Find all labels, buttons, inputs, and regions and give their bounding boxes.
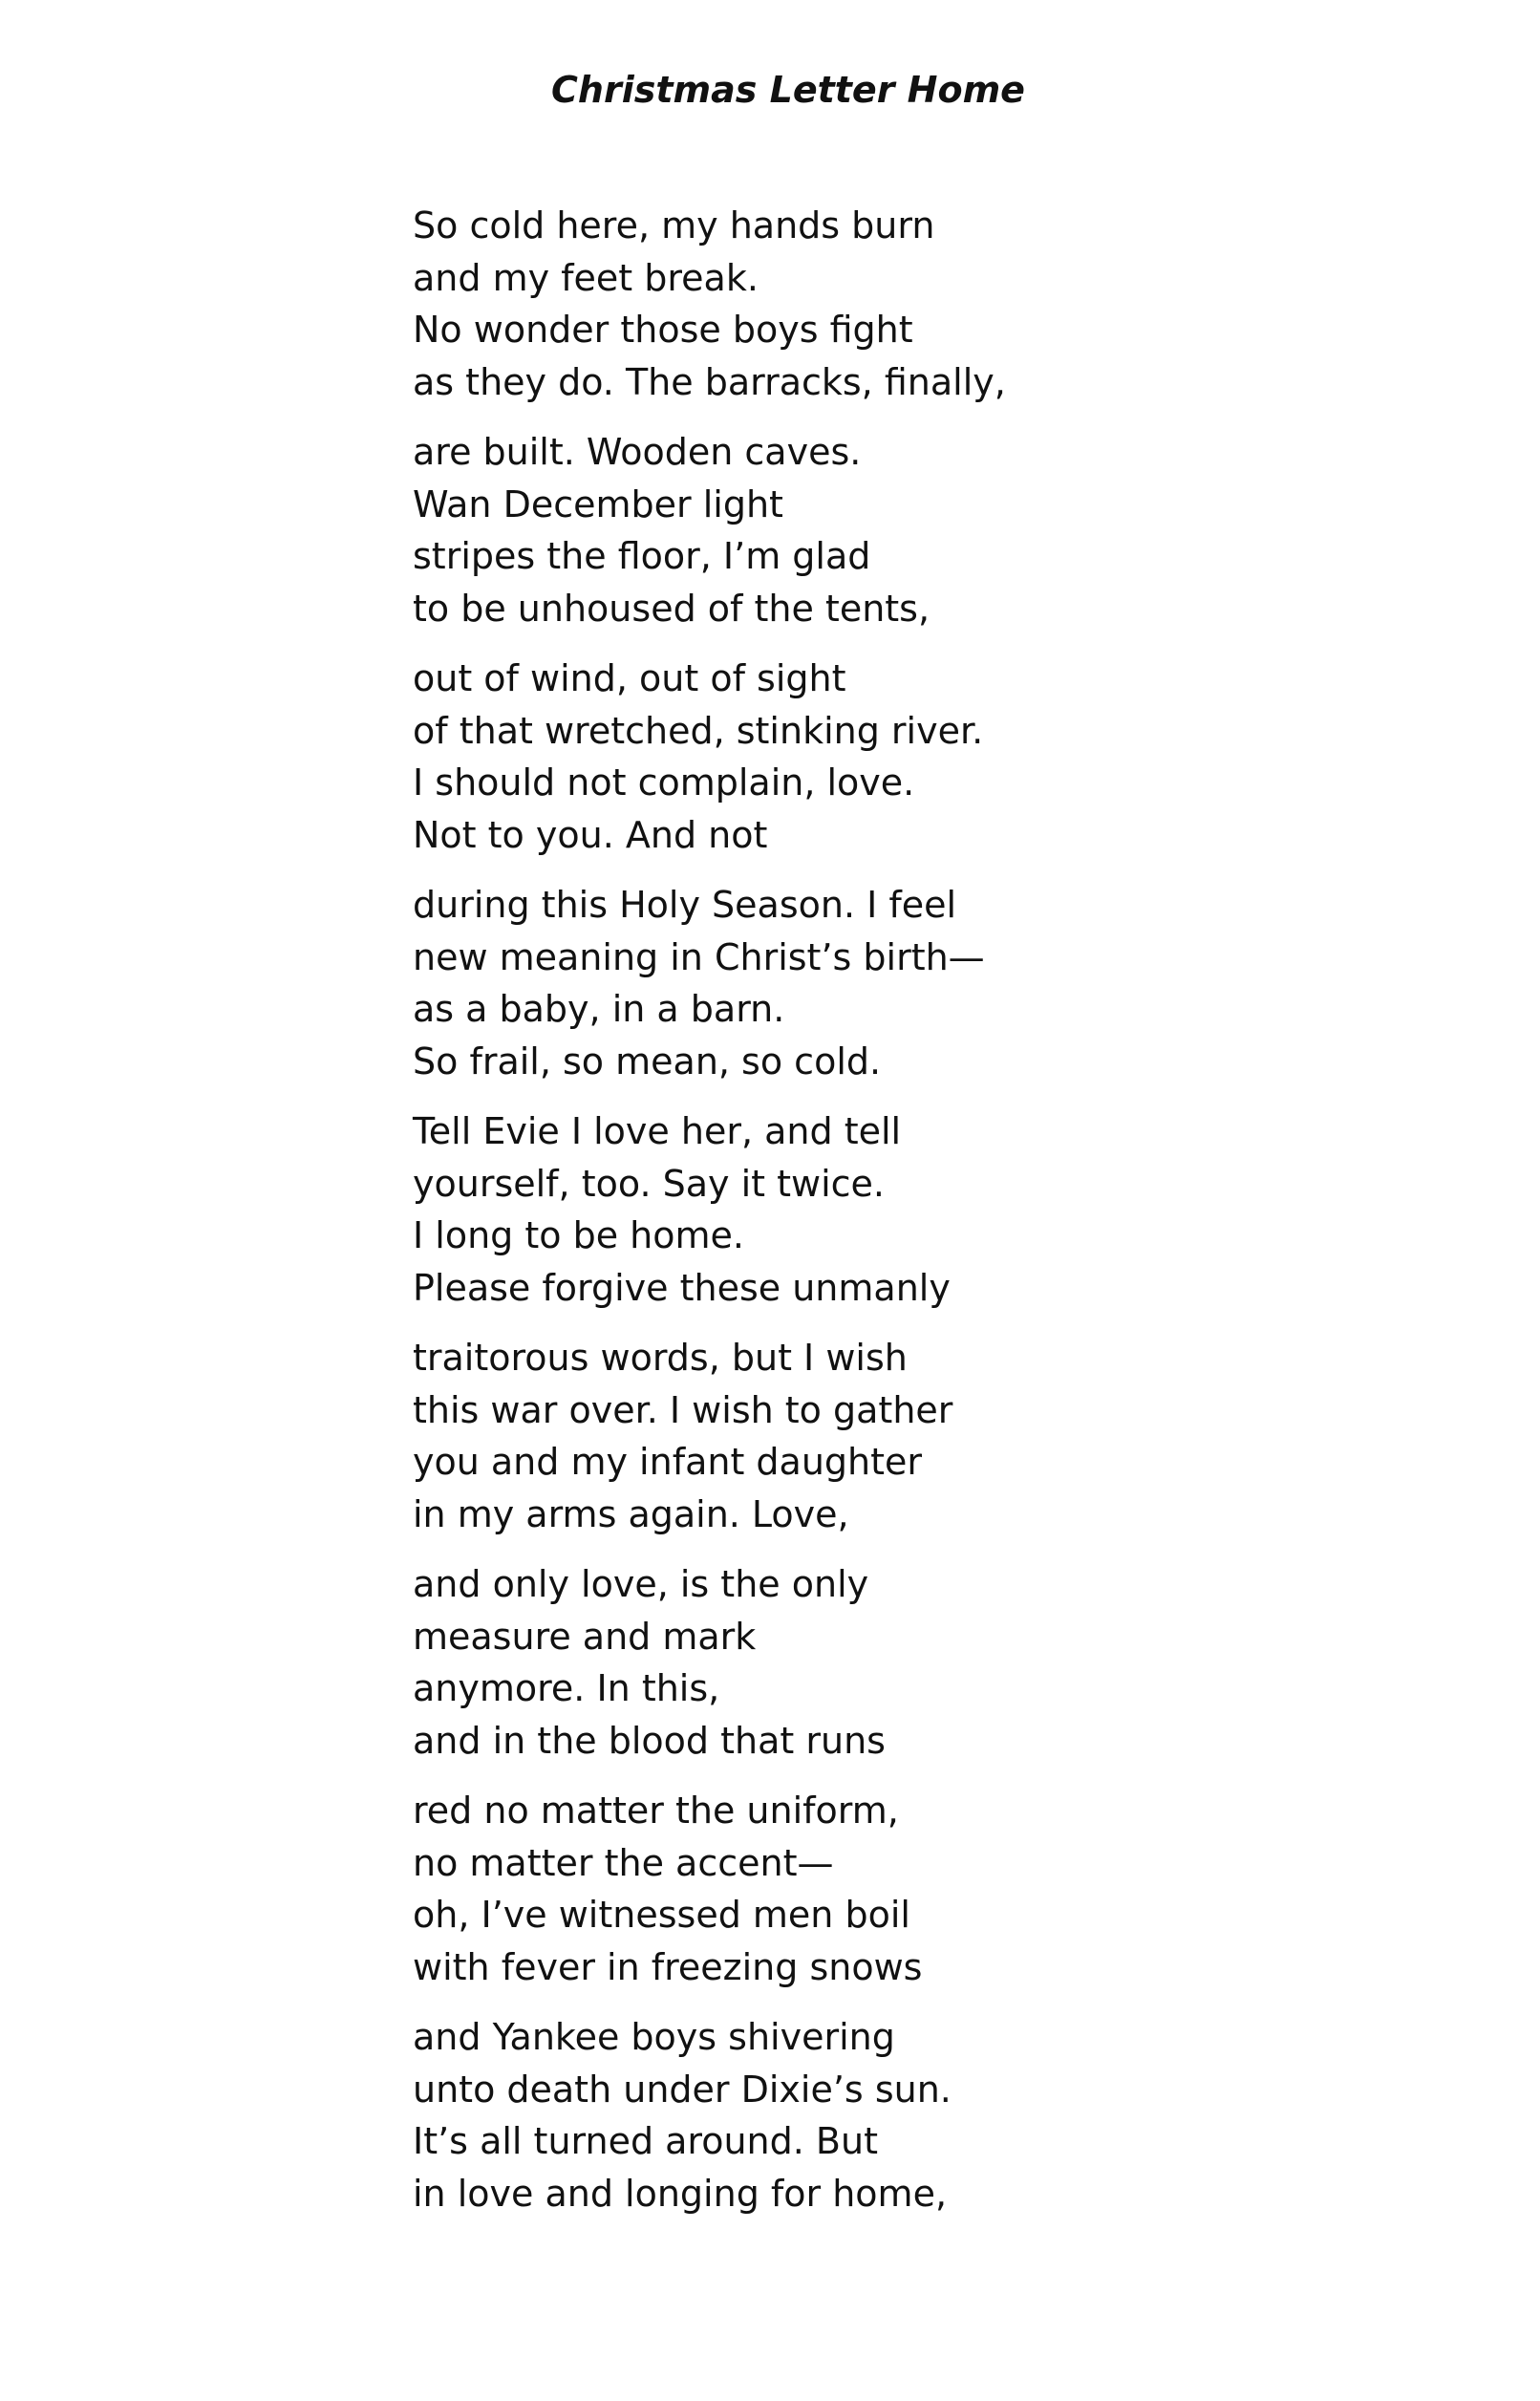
poem-line: this war over. I wish to gather bbox=[413, 1388, 953, 1431]
poem-line: and my feet break. bbox=[413, 256, 759, 299]
stanza bbox=[413, 1785, 1368, 1993]
poem-line: as a baby, in a barn. bbox=[413, 988, 785, 1030]
poem-line: in my arms again. Love, bbox=[413, 1492, 849, 1535]
poem-line: I should not complain, love. bbox=[413, 761, 915, 804]
stanza bbox=[413, 653, 1368, 861]
poem-body bbox=[413, 200, 1368, 2238]
poem-line: red no matter the uniform, bbox=[413, 1790, 899, 1832]
poem-line: and in the blood that runs bbox=[413, 1719, 886, 1762]
poem-title: Christmas Letter Home bbox=[551, 69, 1025, 111]
poem-line: Not to you. And not bbox=[413, 813, 768, 856]
poem-line: No wonder those boys fight bbox=[413, 309, 913, 351]
poem-line: you and my infant daughter bbox=[413, 1441, 923, 1483]
stanza bbox=[413, 1558, 1368, 1767]
stanza bbox=[413, 426, 1368, 634]
poem-line: Please forgive these unmanly bbox=[413, 1266, 951, 1309]
stanza bbox=[413, 879, 1368, 1087]
stanza bbox=[413, 1332, 1368, 1540]
stanza bbox=[413, 200, 1368, 408]
poem-line: I long to be home. bbox=[413, 1214, 744, 1256]
poem-line: oh, I’ve witnessed men boil bbox=[413, 1894, 910, 1936]
poem-line: So frail, so mean, so cold. bbox=[413, 1040, 882, 1083]
poem-line: of that wretched, stinking river. bbox=[413, 709, 984, 752]
poem-line: So cold here, my hands burn bbox=[413, 204, 935, 247]
poem-line: and only love, is the only bbox=[413, 1563, 869, 1605]
stanza bbox=[413, 1105, 1368, 1314]
poem-line: out of wind, out of sight bbox=[413, 657, 846, 699]
poem-line: during this Holy Season. I feel bbox=[413, 884, 957, 926]
poem-line: anymore. In this, bbox=[413, 1667, 720, 1709]
poem-line: new meaning in Christ’s birth— bbox=[413, 935, 985, 978]
poem-line: measure and mark bbox=[413, 1615, 757, 1658]
poem-line: Tell Evie I love her, and tell bbox=[413, 1110, 902, 1152]
poem-line: as they do. The barracks, finally, bbox=[413, 360, 1006, 403]
poem-line: no matter the accent— bbox=[413, 1841, 834, 1884]
poem-line: and Yankee boys shivering bbox=[413, 2016, 895, 2058]
poem-line: It’s all turned around. But bbox=[413, 2120, 878, 2162]
poem-line: with fever in freezing snows bbox=[413, 1945, 923, 1988]
poem-line: yourself, too. Say it twice. bbox=[413, 1162, 885, 1205]
poem-line: to be unhoused of the tents, bbox=[413, 587, 930, 630]
poem-line: stripes the floor, I’m glad bbox=[413, 535, 871, 577]
poem-line: are built. Wooden caves. bbox=[413, 431, 862, 473]
poem-line: unto death under Dixie’s sun. bbox=[413, 2068, 952, 2111]
poem-line: in love and longing for home, bbox=[413, 2172, 948, 2215]
poem-line: Wan December light bbox=[413, 482, 783, 525]
stanza bbox=[413, 2011, 1368, 2219]
poem-line: traitorous words, but I wish bbox=[413, 1337, 908, 1379]
